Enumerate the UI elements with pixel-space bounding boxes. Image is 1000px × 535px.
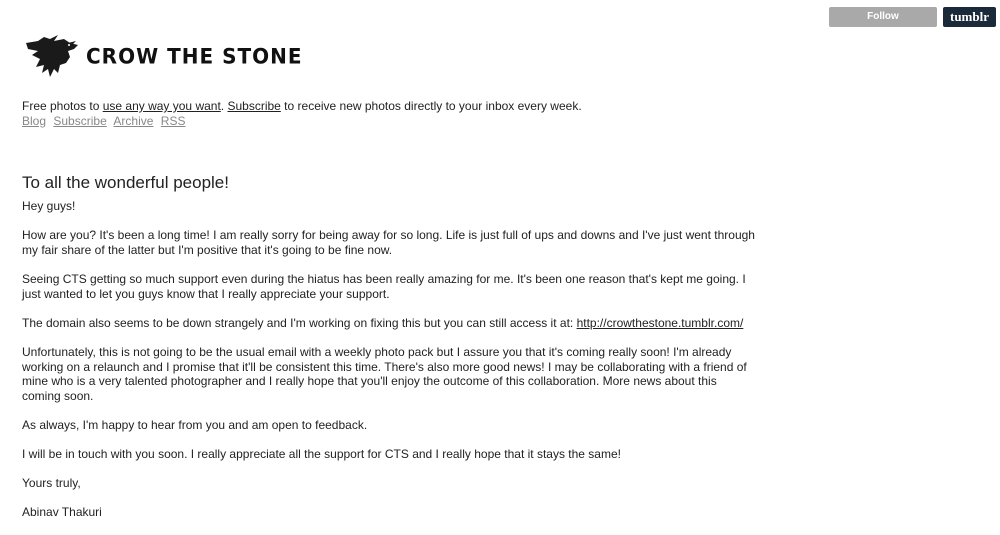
post-paragraph: I will be in touch with you soon. I really appreciate all the support for CTS and I really hope that it stays the same! bbox=[22, 447, 621, 462]
tumblr-controls bbox=[829, 7, 996, 42]
site-description bbox=[22, 99, 582, 113]
nav-archive[interactable]: Archive bbox=[113, 114, 154, 128]
nav-rss[interactable]: RSS bbox=[160, 114, 186, 128]
post-paragraph: Seeing CTS getting so much support even during the hiatus has been really amazing for me. It's been one reason that's kept me going. I just wanted to let you guys know that I really appreciate your support. bbox=[22, 271, 746, 301]
post-paragraph bbox=[22, 316, 757, 331]
intro-separator: . bbox=[220, 99, 228, 113]
nav-subscribe[interactable]: Subscribe bbox=[53, 114, 107, 128]
post-signoff: Yours truly, bbox=[22, 476, 81, 491]
follow-button[interactable]: Follow crowthestone bbox=[829, 7, 937, 27]
post-paragraph: Unfortunately, this is not going to be the usual email with a weekly photo pack but I assure you that it's coming really soon! I'm already working on a relaunch and I promise that it'll be consistent this time. There's also more good news! I may be collaborating with a friend of mine who is a very talented photographer and I really hope that you'll enjoy the outcome of this collaboration. More news about this coming soon. bbox=[22, 344, 747, 403]
post-title[interactable]: To all the wonderful people! bbox=[22, 173, 229, 192]
intro-text: Free photos to bbox=[22, 99, 103, 113]
post-paragraph: As always, I'm happy to hear from you and am open to feedback. bbox=[22, 417, 368, 432]
tumblr-home-button[interactable]: tumblr bbox=[943, 7, 996, 27]
post-paragraph: How are you? It's been a long time! I am really sorry for being away for so long. Life is just full of ups and downs and I've just went through my fair share of the latter but I'm positive that it's going to be fine now. bbox=[22, 228, 755, 257]
subscribe-link[interactable]: Subscribe bbox=[227, 99, 281, 113]
post-body bbox=[22, 199, 757, 535]
post-author: Abinav Thakuri bbox=[22, 505, 102, 520]
site-nav bbox=[22, 114, 189, 128]
intro-text-end: to receive new photos directly to your inbox every week. bbox=[280, 99, 582, 113]
nav-blog[interactable]: Blog bbox=[22, 114, 47, 128]
site-logo[interactable] bbox=[24, 33, 303, 79]
post-greeting: Hey guys! bbox=[22, 199, 76, 213]
crow-icon bbox=[24, 33, 82, 79]
logo-text: CROW THE STONE bbox=[86, 43, 303, 69]
post-paragraph-text: The domain also seems to be down strangely and I'm working on fixing this but you can still access it at: bbox=[22, 315, 577, 330]
license-link[interactable]: use any way you want bbox=[102, 99, 221, 113]
tumblr-site-link[interactable]: http://crowthestone.tumblr.com/ bbox=[576, 315, 744, 330]
